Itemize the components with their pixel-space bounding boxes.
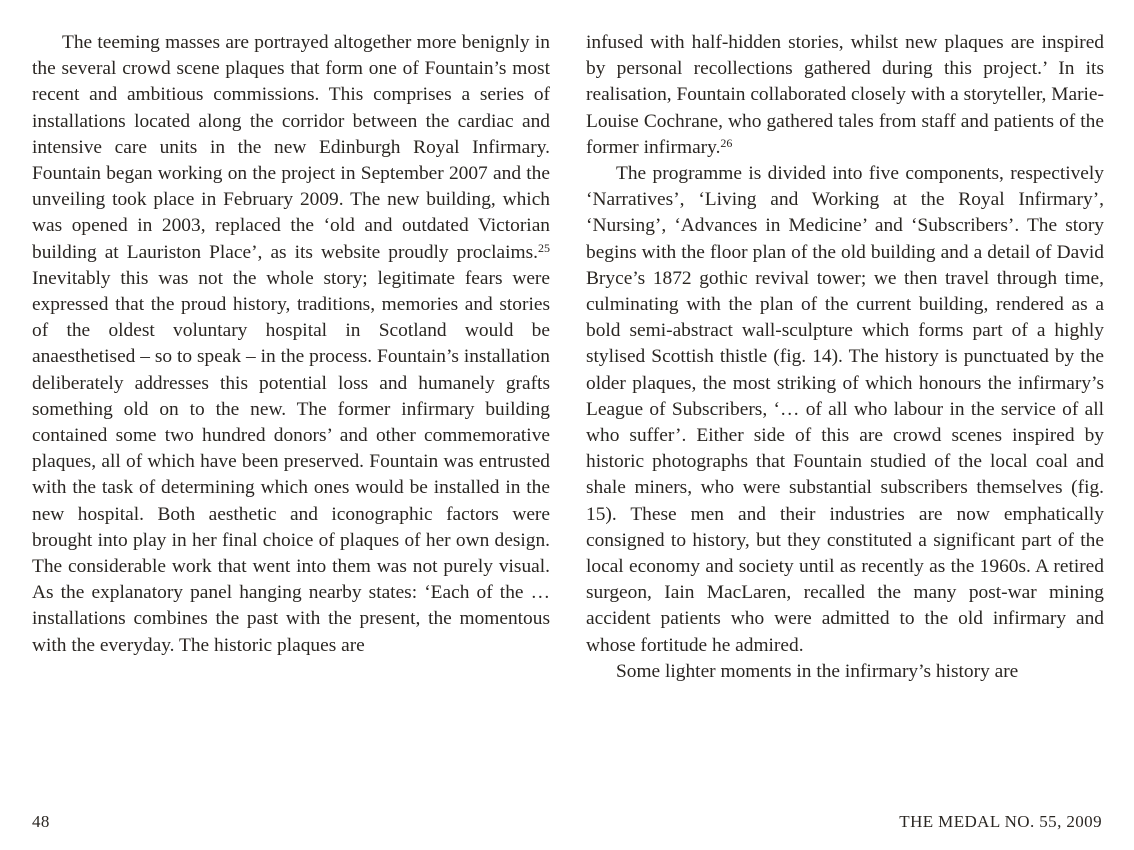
footnote-reference: 25 <box>538 240 550 255</box>
running-footer: THE MEDAL NO. 55, 2009 <box>899 812 1102 831</box>
left-column <box>32 30 550 659</box>
page-number: 48 <box>32 812 50 831</box>
footnote-reference: 26 <box>720 135 733 150</box>
paragraph <box>586 161 1104 659</box>
paragraph-text: infused with half-hidden stories, whilst new plaques are inspired by personal recollections gathered during this project.’ In its realisation, Fountain collaborated closely with a storyteller, Marie-Louise Cochrane, who gathered tales from staff and patients of the former infirmary. <box>586 32 1104 158</box>
right-column <box>586 30 1104 685</box>
paragraph <box>32 30 550 659</box>
paragraph <box>586 30 1104 161</box>
paragraph-text: Some lighter moments in the infirmary’s history are <box>616 660 1019 682</box>
paragraph-text: Inevitably this was not the whole story; legitimate fears were expressed that the proud history, traditions, memories and stories of the oldest voluntary hospital in Scotland would be anaesthetised – so to speak – in the process. Fountain’s installation deliberately addresses this potential loss and humanely grafts something old on to the new. The former infirmary building contained some two hundred donors’ and other commemorative plaques, all of which have been preserved. Fountain was entrusted with the task of determining which ones would be installed in the new hospital. Both aesthetic and iconographic factors were brought into play in her final choice of plaques of her own design. The considerable work that went into them was not purely visual. As the explanatory panel hanging nearby states: ‘Each of the … installations combines the past with the present, the momentous with the everyday. The historic plaques are <box>32 267 550 656</box>
paragraph-text: The programme is divided into five components, respectively ‘Narratives’, ‘Living and Working at the Royal Infirmary’, ‘Nursing’, ‘Advances in Medicine’ and ‘Subscribers’. The story begins with the floor plan of the old building and a detail of David Bryce’s 1872 gothic revival tower; we then travel through time, culminating with the plan of the current building, rendered as a bold semi-abstract wall-sculpture which forms part of a highly stylised Scottish thistle (fig. 14). The history is punctuated by the older plaques, the most striking of which honours the infirmary’s League of Subscribers, ‘… of all who labour in the service of all who suffer’. Either side of this are crowd scenes inspired by historic photographs that Fountain studied of the local coal and shale miners, who were substantial subscribers themselves (fig. 15). These men and their industries are now emphatically consigned to history, but they constituted a significant part of the local economy and society until as recently as the 1960s. A retired surgeon, Iain MacLaren, recalled the many post-war mining accident patients who were admitted to the old infirmary and whose fortitude he admired. <box>586 163 1104 656</box>
paragraph <box>586 659 1104 685</box>
paragraph-text: The teeming masses are portrayed altogether more benignly in the several crowd scene plaques that form one of Fountain’s most recent and ambitious commissions. This comprises a series of installations located along the corridor between the cardiac and intensive care units in the new Edinburgh Royal Infirmary. Fountain began working on the project in September 2007 and the unveiling took place in February 2009. The new building, which was opened in 2003, replaced the ‘old and outdated Victorian building at Lauriston Place’, as its website proudly proclaims. <box>32 32 550 263</box>
